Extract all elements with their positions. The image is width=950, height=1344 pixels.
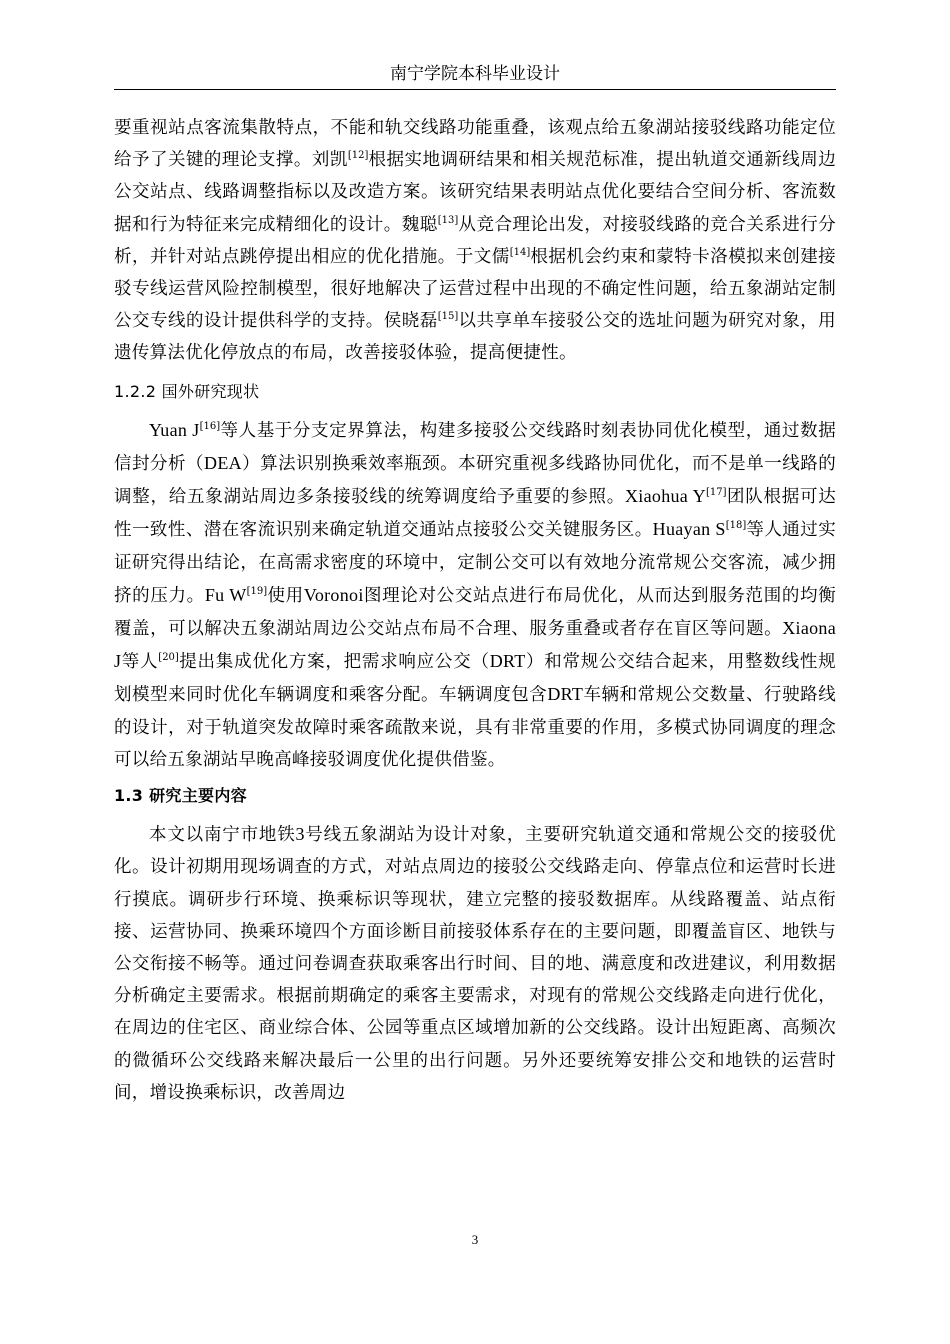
- text-run: 等人通过实证研究得出结论，在高需求密度的环境中，定制公交可以有效地分流常规公交客流，减少拥挤的压力。: [114, 520, 837, 606]
- text-run: 要重视站点客流集散特点，不能和轨交线路功能重叠，该观点给五象湖站接驳线路功能定位给予了关键的理论支撑。刘凯: [114, 118, 836, 171]
- text-run: 等人基于分支定界算法，构建多接驳公交线路时刻表协同优化模型，通过数据信封分析（: [114, 420, 836, 475]
- term-voronoi: Voronoi: [303, 584, 364, 605]
- citation-ref: [14]: [509, 246, 531, 258]
- text-run: 以共享单车接驳公交的选址问题为研究对象，用遗传算法优化停放点的布局，改善接驳体验，提高便捷性。: [114, 311, 836, 364]
- term-dea: DEA: [204, 453, 242, 474]
- line-number: 3: [295, 824, 305, 845]
- page-body: [114, 112, 836, 1109]
- author-name: Xiaona J: [114, 618, 836, 672]
- text-run: 等人: [121, 652, 159, 673]
- paragraph-main-content: [114, 818, 836, 1109]
- text-run: ）和常规公交结合起来，用整数线性规划模型来同时优化车辆调度和乘客分配。车辆调度包含: [114, 652, 836, 706]
- text-run: 图理论对公交站点进行布局优化，从而达到服务范围的均衡覆盖，可以解决五象湖站周边公交站点布局不合理、服务重叠或者存在盲区等问题。: [114, 585, 836, 640]
- author-name: Xiaohua Y: [625, 486, 706, 507]
- citation-ref: [12]: [347, 150, 369, 162]
- author-name: Fu W: [204, 584, 247, 605]
- page-number: 3: [471, 1232, 479, 1247]
- page-header-title: 南宁学院本科毕业设计: [390, 64, 560, 84]
- text-run: 号线五象湖站为设计对象，主要研究轨道交通和常规公交的接驳优化。设计初期用现场调查的方式，对站点周边的接驳公交线路走向、停靠点位和运营时长进行摸底。调研步行环境、换乘标识等现状，建立完整的接驳数据库。从线路覆盖、站点衔接、运营协同、换乘环境四个方面诊断目前接驳体系存在的主要问题，即覆盖盲区、地铁与公交衔接不畅等。通过问卷调查获取乘客出行时间、目的地、满意度和改进建议，利用数据分析确定主要需求。根据前期确定的乘客主要需求，对现有的常规公交线路走向进行优化，在周边的住宅区、商业综合体、公园等重点区域增加新的公交线路。设计出短距离、高频次的微循环公交线路来解决最后一公里的出行问题。另外还要统筹安排公交和地铁的运营时间，增设换乘标识，改善周边: [114, 825, 836, 1103]
- paragraph-foreign-research: [114, 414, 836, 776]
- citation-ref: [15]: [437, 311, 459, 323]
- author-name: Huayan S: [652, 519, 726, 540]
- text-run: 本文以南宁市地铁: [149, 825, 296, 846]
- citation-ref: [13]: [437, 214, 459, 226]
- citation-ref: [16]: [199, 420, 221, 432]
- header-divider: [114, 89, 836, 90]
- citation-ref: [20]: [158, 652, 179, 664]
- term-drt: DRT: [489, 651, 526, 672]
- text-run: 根据机会约束和蒙特卡洛模拟来创建接驳专线运营风险控制模型，很好地解决了运营过程中出现的不确定性问题，给五象湖站定制公交专线的设计提供科学的支持。侯晓磊: [114, 246, 836, 332]
- text-run: 团队根据可达性一致性、潜在客流识别来确定轨道交通站点接驳公交关键服务区。: [114, 487, 836, 541]
- author-name: Yuan J: [149, 419, 200, 440]
- text-run: 根据实地调研结果和相关规范标准，提出轨道交通新线周边公交站点、线路调整指标以及改造方案。该研究结果表明站点优化要结合空间分析、客流数据和行为特征来完成精细化的设计。魏聪: [114, 150, 836, 235]
- section-heading-1-3: 1.3 研究主要内容: [114, 786, 247, 806]
- text-run: 提出集成优化方案，把需求响应公交（: [178, 652, 490, 673]
- text-run: 车辆和常规公交数量、行驶路线的设计，对于轨道突发故障时乘客疏散来说，具有非常重要的作用，多模式协同调度的理念可以给五象湖站早晚高峰接驳调度优化提供借鉴。: [114, 685, 836, 770]
- citation-ref: [19]: [246, 585, 268, 597]
- citation-ref: [17]: [705, 487, 727, 499]
- text-run: 从竞合理论出发，对接驳线路的竞合关系进行分析，并针对站点跳停提出相应的优化措施。于文儒: [114, 214, 836, 267]
- text-run: ）算法识别换乘效率瓶颈。本研究重视多线路协同优化，而不是单一线路的调整，给五象湖站周边多条接驳线的统筹调度给予重要的参照。: [114, 454, 836, 508]
- term-drt: DRT: [547, 684, 584, 705]
- section-heading-1-2-2: 1.2.2 国外研究现状: [114, 381, 260, 401]
- citation-ref: [18]: [725, 520, 747, 532]
- paragraph-domestic-research: [114, 112, 836, 370]
- text-run: 使用: [267, 585, 304, 606]
